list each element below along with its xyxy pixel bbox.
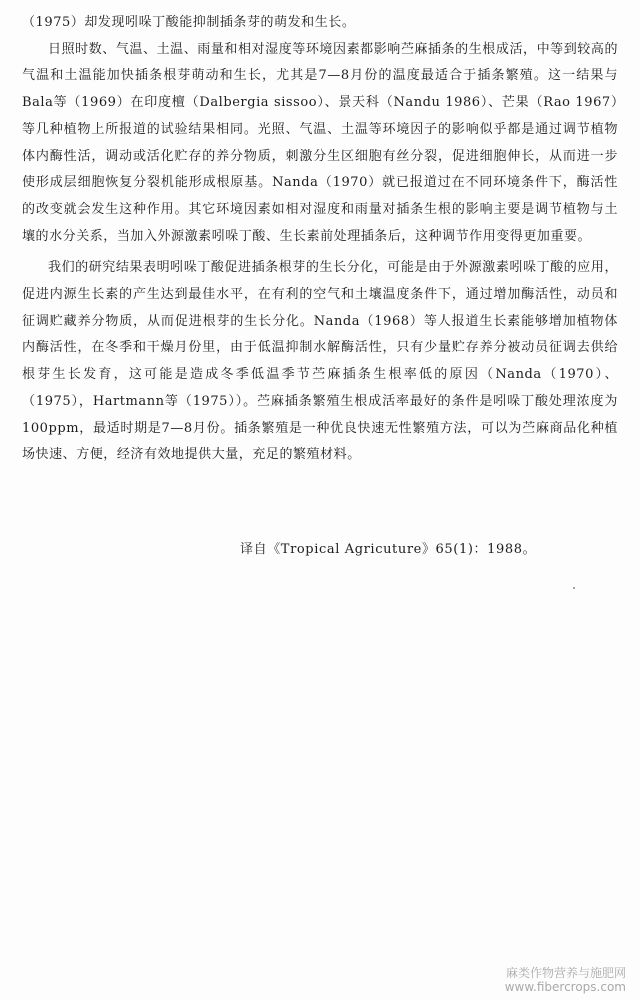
paragraph-environment-factors: 日照时数、气温、土温、雨量和相对湿度等环境因素都影响苎麻插条的生根成活，中等到较高的气温和土温能加快插条根芽萌动和生长，尤其是7—8月份的温度最适合于插条繁殖。这一结果与Bala等（1969）在印度檀（Dalbergia sissoo）、景天科（Nandu 1986）、芒果（Rao 1967）等几种植物上所报道的试验结果相同。光照、气温、土温等环境因子的影响似乎都是通过调节植物体内酶性活，调动或活化贮存的养分物质，刺激分生区细胞有丝分裂，促进细胞伸长，从而进一步使形成层细胞恢复分裂机能形成根原基。Nanda（1970）就已报道过在不同环境条件下，酶活性的改变就会发生这种作用。其它环境因素如相对湿度和雨量对插条生根的影响主要是调节植物与土壤的水分关系，当加入外源激素吲哚丁酸、生长素前处理插条后，这种调节作用变得更加重要。 — [22, 41, 618, 244]
watermark-url: www.fibercrops.com — [504, 980, 626, 994]
watermark-site-name: 麻类作物营养与施肥网 — [505, 966, 626, 980]
article-body — [22, 10, 618, 469]
paragraph-research-results: 我们的研究结果表明吲哚丁酸促进插条根芽的生长分化，可能是由于外源激素吲哚丁酸的应用，促进内源生长素的产生达到最佳水平，在有利的空气和土壤温度条件下，通过增加酶活性，动员和征调贮藏养分物质，从而促进根芽的生长分化。Nanda（1968）等人报道生长素能够增加植物体内酶活性，在冬季和干燥月份里，由于低温抑制水解酶活性，只有少量贮存养分被动员征调去供给根芽生长发育，这可能是造成冬季低温季节苎麻插条生根率低的原因（Nanda（1970）、（1975），Hartmann等（1975））。苎麻插条繁殖生根成活率最好的条件是吲哚丁酸处理浓度为100ppm，最适时期是7—8月份。插条繁殖是一种优良快速无性繁殖方法，可以为苎麻商品化种植场快速、方便，经济有效地提供大量，充足的繁殖材料。 — [22, 260, 618, 463]
site-watermark — [505, 966, 626, 994]
paragraph-continuation: （1975）却发现吲哚丁酸能抑制插条芽的萌发和生长。 — [22, 15, 356, 30]
scan-speck — [573, 587, 575, 589]
source-citation: 译自《Tropical Agricuture》65(1)：1988。 — [240, 542, 537, 557]
